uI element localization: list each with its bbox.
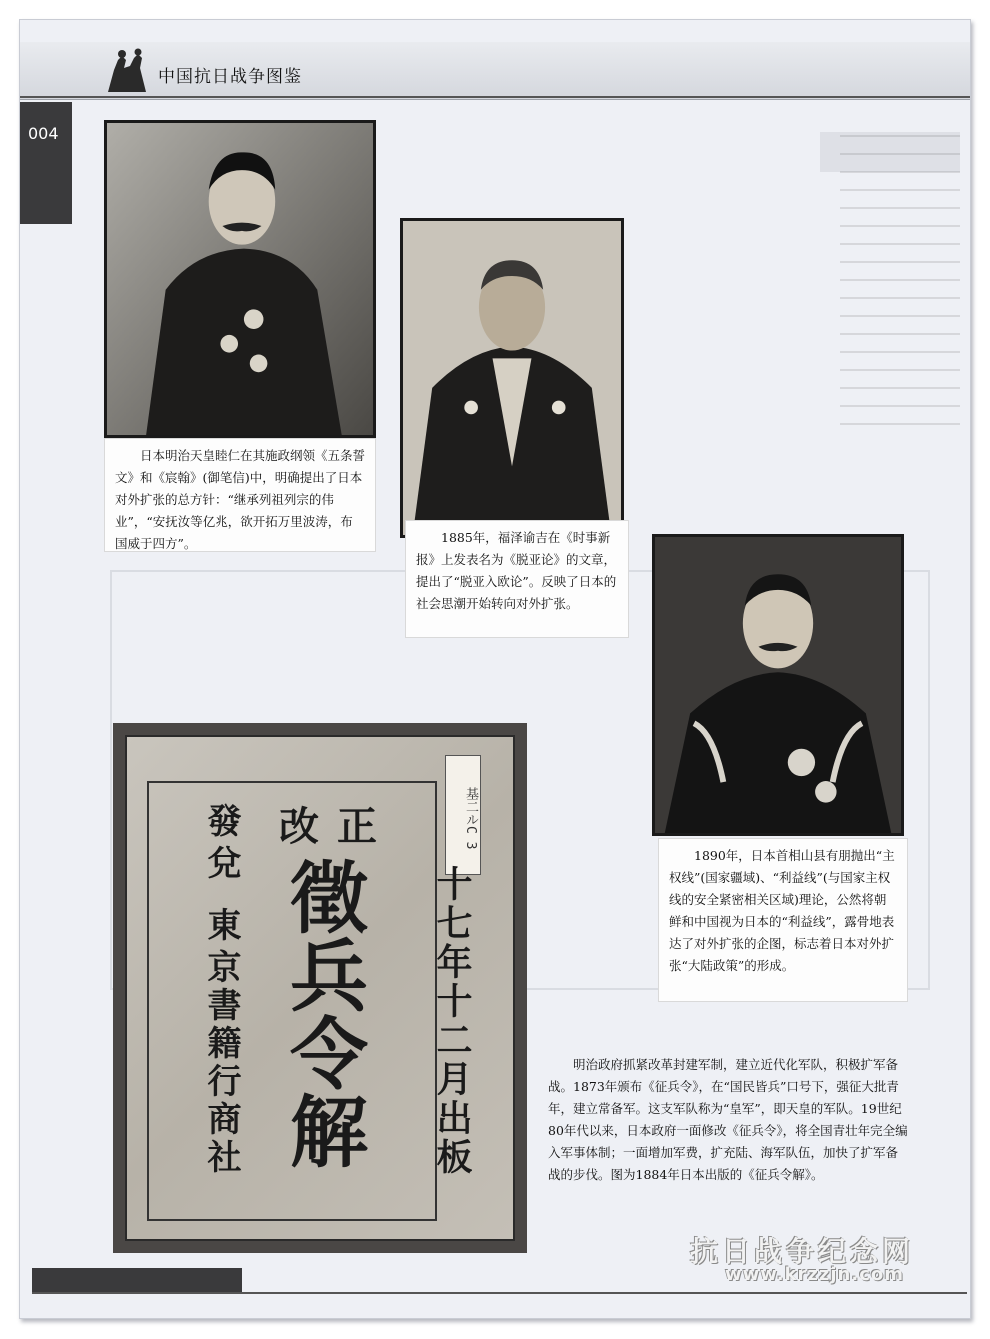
bleed-through-text — [840, 135, 960, 435]
conscription-cover-photo — [113, 723, 527, 1253]
cover-label-slip: 基二ルC 3 — [445, 755, 481, 875]
cover-date-column: 十七年十二月出板 — [431, 865, 473, 1177]
footer-tab — [32, 1268, 242, 1294]
yamagata-caption-text: 1890年，日本首相山县有朋抛出“主权线”(国家疆域)、“利益线”(与国家主权线的安全紧密相关区域)理论，公然将朝鲜和中国视为日本的“利益线”，露骨地表达了对外扩张的企图，标志着日本对外扩张“大陆政策”的形成。 — [669, 848, 895, 973]
cover-publisher-line-1: 發兌 東京 — [201, 803, 241, 991]
cover-title-small: 改正 — [279, 803, 395, 850]
book-page — [19, 19, 971, 1319]
cover-title-big: 徵兵令解 — [277, 857, 368, 1169]
watermark-text: 抗日战争纪念网 — [690, 1235, 915, 1268]
meiji-caption — [104, 438, 376, 552]
fukuzawa-caption-text: 1885年，福泽谕吉在《时事新报》上发表名为《脱亚论》的文章，提出了“脱亚入欧论”。反映了日本的社会思潮开始转向对外扩张。 — [416, 530, 617, 611]
yamagata-caption — [658, 838, 908, 1002]
series-title: 中国抗日战争图鉴 — [158, 67, 302, 87]
meiji-emperor-photo — [104, 120, 376, 438]
meiji-caption-text: 日本明治天皇睦仁在其施政纲领《五条誓文》和《宸翰》(御笔信)中，明确提出了日本对外扩张的总方针：“继承列祖列宗的伟业”，“安抚汝等亿兆，欲开拓万里波涛，布国威于四方”。 — [115, 448, 366, 551]
page-number-tab — [20, 102, 72, 224]
conscription-caption — [538, 1048, 918, 1244]
footer-rule — [32, 1292, 967, 1294]
watermark-url: www.krzzjn.com — [725, 1264, 904, 1285]
header-rule — [20, 96, 971, 98]
cover-publisher-line-2: 書籍行商社 — [201, 987, 241, 1177]
soldiers-logo-icon — [104, 48, 150, 94]
cover-paper — [125, 735, 515, 1241]
conscription-caption-text: 明治政府抓紧改革封建军制，建立近代化军队，积极扩军备战。1873年颁布《征兵令》，在“国民皆兵”口号下，强征大批青年，建立常备军。这支军队称为“皇军”，即天皇的军队。19世纪80年代以来，日本政府一面修改《征兵令》，将全国青壮年完全编入军事体制；一面增加军费，扩充陆、海军队伍，加快了扩军备战的步伐。图为1884年日本出版的《征兵令解》。 — [548, 1057, 908, 1182]
fukuzawa-photo — [400, 218, 624, 538]
yamagata-photo — [652, 534, 904, 836]
fukuzawa-caption — [405, 520, 629, 638]
page-number: 004 — [28, 124, 59, 143]
